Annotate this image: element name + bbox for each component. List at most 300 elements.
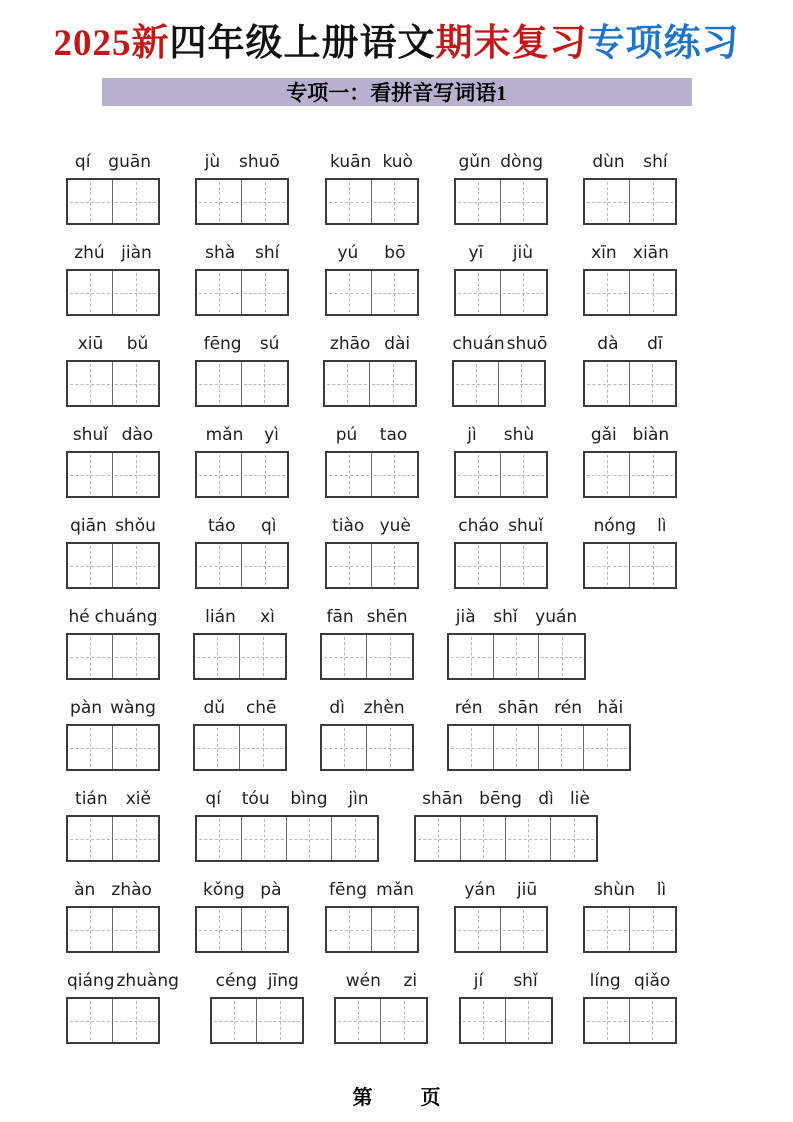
writing-grid-cell xyxy=(461,999,506,1042)
writing-grid-cell xyxy=(630,999,675,1042)
pinyin-syllable: dào xyxy=(121,425,154,446)
pinyin-syllable: yán xyxy=(464,880,496,901)
word-item xyxy=(583,967,677,1044)
word-item xyxy=(66,148,160,225)
writing-grid-cell xyxy=(68,180,113,223)
pinyin-label xyxy=(193,603,287,627)
writing-grid xyxy=(320,633,414,680)
writing-grid-cell xyxy=(197,362,242,405)
writing-grid xyxy=(193,724,287,771)
pinyin-syllable: mǎn xyxy=(205,425,244,446)
writing-grid-cell xyxy=(113,817,158,860)
pinyin-label xyxy=(195,239,289,263)
pinyin-syllable: kuān xyxy=(330,152,372,173)
pinyin-syllable: xiān xyxy=(632,243,669,264)
word-item xyxy=(583,512,677,589)
writing-grid-cell xyxy=(416,817,461,860)
word-item xyxy=(320,694,414,771)
pinyin-syllable: shuō xyxy=(239,152,280,173)
title-segment: 期末复习 xyxy=(435,23,588,64)
writing-grid xyxy=(66,451,160,498)
pinyin-label xyxy=(66,512,160,536)
word-item xyxy=(325,421,419,498)
pinyin-label xyxy=(583,239,677,263)
word-item xyxy=(66,512,160,589)
word-item xyxy=(66,603,160,680)
writing-grid-cell xyxy=(68,726,113,769)
pinyin-label xyxy=(334,967,428,991)
writing-grid-cell xyxy=(242,271,287,314)
pinyin-syllable: mǎn xyxy=(376,880,414,901)
word-row xyxy=(66,694,677,771)
writing-grid-cell xyxy=(456,180,501,223)
pinyin-syllable: guān xyxy=(108,152,152,173)
writing-grid-cell xyxy=(461,817,506,860)
writing-grid xyxy=(66,269,160,316)
word-item xyxy=(454,876,548,953)
pinyin-syllable: jiù xyxy=(512,243,533,264)
word-item xyxy=(66,239,160,316)
pinyin-syllable: xì xyxy=(260,607,275,628)
pinyin-syllable: gǔn xyxy=(458,152,491,173)
writing-grid-cell xyxy=(257,999,302,1042)
pinyin-label xyxy=(325,421,419,445)
pinyin-syllable: jí xyxy=(473,971,484,992)
writing-grid-cell xyxy=(630,453,675,496)
word-row xyxy=(66,603,677,680)
page-footer xyxy=(0,1081,793,1110)
pinyin-syllable: rén xyxy=(554,698,582,719)
pinyin-label xyxy=(414,785,598,809)
pinyin-syllable: kǒng xyxy=(202,880,245,901)
writing-grid-cell xyxy=(381,999,426,1042)
word-item xyxy=(66,421,160,498)
pinyin-syllable: bēng xyxy=(479,789,522,810)
writing-grid-cell xyxy=(456,271,501,314)
pinyin-syllable: tiào xyxy=(332,516,365,537)
pinyin-syllable: líng xyxy=(589,971,621,992)
writing-grid xyxy=(452,360,546,407)
word-item xyxy=(447,603,586,680)
writing-grid xyxy=(583,542,677,589)
pinyin-label xyxy=(325,876,419,900)
pinyin-syllable: rén xyxy=(454,698,483,719)
worksheet-body xyxy=(0,106,793,1044)
pinyin-label xyxy=(447,694,631,718)
word-item xyxy=(195,239,289,316)
pinyin-label xyxy=(454,512,548,536)
pinyin-syllable: biàn xyxy=(632,425,670,446)
pinyin-syllable: kuò xyxy=(382,152,413,173)
writing-grid-cell xyxy=(327,180,372,223)
word-item xyxy=(66,967,180,1044)
writing-grid xyxy=(210,997,304,1044)
pinyin-syllable: pú xyxy=(335,425,358,446)
writing-grid-cell xyxy=(327,544,372,587)
pinyin-label xyxy=(66,967,180,991)
pinyin-label xyxy=(454,421,548,445)
word-item xyxy=(193,694,287,771)
pinyin-label xyxy=(66,421,160,445)
writing-grid-cell xyxy=(494,635,539,678)
writing-grid xyxy=(66,542,160,589)
writing-grid-cell xyxy=(630,271,675,314)
writing-grid-cell xyxy=(585,908,630,951)
writing-grid-cell xyxy=(584,726,629,769)
writing-grid-cell xyxy=(551,817,596,860)
pinyin-syllable: shù xyxy=(503,425,535,446)
writing-grid-cell xyxy=(242,362,287,405)
pinyin-label xyxy=(454,876,548,900)
pinyin-syllable: zi xyxy=(403,971,418,992)
word-item xyxy=(325,512,419,589)
pinyin-label xyxy=(447,603,586,627)
writing-grid-cell xyxy=(195,635,240,678)
title-segment: 专项练习 xyxy=(587,23,740,64)
writing-grid-cell xyxy=(539,635,584,678)
word-item xyxy=(583,239,677,316)
writing-grid-cell xyxy=(113,726,158,769)
page-title xyxy=(0,0,793,66)
pinyin-syllable: dǔ xyxy=(203,698,226,719)
pinyin-syllable: wàng xyxy=(110,698,156,719)
pinyin-syllable: pà xyxy=(260,880,282,901)
writing-grid-cell xyxy=(585,453,630,496)
writing-grid xyxy=(66,906,160,953)
pinyin-syllable: shǒu xyxy=(115,516,156,537)
pinyin-label xyxy=(66,148,160,172)
pinyin-label xyxy=(66,239,160,263)
writing-grid xyxy=(454,906,548,953)
word-item xyxy=(195,785,379,862)
writing-grid-cell xyxy=(506,999,551,1042)
writing-grid-cell xyxy=(372,908,417,951)
writing-grid-cell xyxy=(197,271,242,314)
pinyin-syllable: pàn xyxy=(70,698,103,719)
writing-grid xyxy=(195,906,289,953)
writing-grid-cell xyxy=(113,180,158,223)
writing-grid-cell xyxy=(367,635,412,678)
writing-grid-cell xyxy=(454,362,499,405)
writing-grid-cell xyxy=(68,999,113,1042)
writing-grid xyxy=(325,542,419,589)
writing-grid-cell xyxy=(240,635,285,678)
writing-grid xyxy=(454,542,548,589)
writing-grid xyxy=(454,269,548,316)
pinyin-label xyxy=(66,694,160,718)
pinyin-label xyxy=(452,330,549,354)
word-item xyxy=(320,603,414,680)
pinyin-label xyxy=(320,694,414,718)
word-item xyxy=(66,330,160,407)
pinyin-syllable: shān xyxy=(497,698,539,719)
writing-grid-cell xyxy=(195,726,240,769)
word-item xyxy=(195,330,289,407)
writing-grid xyxy=(459,997,553,1044)
word-item xyxy=(66,876,160,953)
word-item xyxy=(414,785,598,862)
pinyin-label xyxy=(66,785,160,809)
pinyin-syllable: dà xyxy=(597,334,619,355)
writing-grid xyxy=(323,360,417,407)
word-item xyxy=(323,330,417,407)
pinyin-syllable: tao xyxy=(379,425,408,446)
writing-grid-cell xyxy=(449,635,494,678)
pinyin-syllable: táo xyxy=(208,516,236,537)
writing-grid-cell xyxy=(68,635,113,678)
writing-grid xyxy=(334,997,428,1044)
writing-grid xyxy=(414,815,598,862)
pinyin-syllable: zhào xyxy=(111,880,152,901)
pinyin-label xyxy=(195,330,289,354)
writing-grid xyxy=(195,178,289,225)
writing-grid-cell xyxy=(367,726,412,769)
pinyin-syllable: dī xyxy=(647,334,663,355)
pinyin-syllable: sú xyxy=(259,334,280,355)
pinyin-syllable: dì xyxy=(329,698,345,719)
pinyin-syllable: lì xyxy=(657,516,667,537)
writing-grid-cell xyxy=(585,362,630,405)
footer-page-prefix: 第 xyxy=(352,1087,373,1109)
pinyin-syllable: xiě xyxy=(125,789,151,810)
writing-grid xyxy=(66,178,160,225)
writing-grid xyxy=(454,178,548,225)
pinyin-syllable: zhāo xyxy=(329,334,371,355)
pinyin-syllable: jīng xyxy=(267,971,299,992)
title-segment: 四年级上册语文 xyxy=(169,23,436,64)
pinyin-label xyxy=(583,876,677,900)
pinyin-syllable: shí xyxy=(254,243,280,264)
pinyin-syllable: céng xyxy=(215,971,257,992)
pinyin-syllable: tóu xyxy=(241,789,270,810)
pinyin-label xyxy=(454,239,548,263)
pinyin-syllable: qiān xyxy=(70,516,107,537)
word-row xyxy=(66,967,677,1044)
word-item xyxy=(454,239,548,316)
writing-grid-cell xyxy=(630,180,675,223)
writing-grid-cell xyxy=(322,726,367,769)
pinyin-label xyxy=(195,785,379,809)
pinyin-syllable: qiǎo xyxy=(633,971,671,992)
pinyin-syllable: jù xyxy=(204,152,221,173)
pinyin-label xyxy=(325,512,419,536)
word-row xyxy=(66,239,677,316)
writing-grid-cell xyxy=(197,817,242,860)
pinyin-syllable: fēng xyxy=(329,880,368,901)
writing-grid-cell xyxy=(197,544,242,587)
writing-grid xyxy=(195,815,379,862)
word-row xyxy=(66,421,677,498)
writing-grid-cell xyxy=(372,180,417,223)
pinyin-syllable: qí xyxy=(205,789,221,810)
writing-grid xyxy=(193,633,287,680)
pinyin-syllable: qí xyxy=(74,152,91,173)
word-item xyxy=(325,876,419,953)
writing-grid-cell xyxy=(325,362,370,405)
writing-grid-cell xyxy=(585,544,630,587)
writing-grid-cell xyxy=(113,453,158,496)
writing-grid-cell xyxy=(499,362,544,405)
pinyin-syllable: yuán xyxy=(535,607,578,628)
writing-grid-cell xyxy=(68,544,113,587)
writing-grid-cell xyxy=(113,362,158,405)
pinyin-syllable: lián xyxy=(205,607,236,628)
word-row xyxy=(66,876,677,953)
writing-grid-cell xyxy=(456,544,501,587)
writing-grid-cell xyxy=(113,999,158,1042)
writing-grid-cell xyxy=(68,453,113,496)
pinyin-syllable: shān xyxy=(422,789,463,810)
pinyin-syllable: shēn xyxy=(366,607,408,628)
pinyin-label xyxy=(66,330,160,354)
pinyin-syllable: nóng xyxy=(593,516,637,537)
pinyin-syllable: àn xyxy=(74,880,96,901)
word-item xyxy=(195,148,289,225)
pinyin-syllable: shǐ xyxy=(493,607,518,628)
writing-grid xyxy=(447,633,586,680)
writing-grid-cell xyxy=(68,817,113,860)
pinyin-syllable: fān xyxy=(326,607,354,628)
pinyin-syllable: shùn xyxy=(593,880,636,901)
pinyin-label xyxy=(195,512,289,536)
pinyin-syllable: tián xyxy=(75,789,108,810)
writing-grid-cell xyxy=(68,271,113,314)
word-item xyxy=(325,148,419,225)
word-row xyxy=(66,512,677,589)
pinyin-label xyxy=(323,330,417,354)
pinyin-syllable: zhèn xyxy=(363,698,405,719)
pinyin-syllable: jì xyxy=(467,425,477,446)
writing-grid xyxy=(66,360,160,407)
writing-grid-cell xyxy=(322,635,367,678)
pinyin-syllable: shǐ xyxy=(513,971,538,992)
writing-grid-cell xyxy=(539,726,584,769)
writing-grid xyxy=(583,451,677,498)
word-item xyxy=(452,330,549,407)
pinyin-syllable: shuō xyxy=(506,334,548,355)
pinyin-syllable: chē xyxy=(245,698,277,719)
pinyin-syllable: shí xyxy=(643,152,668,173)
pinyin-label xyxy=(66,876,160,900)
writing-grid-cell xyxy=(456,908,501,951)
pinyin-syllable: dài xyxy=(384,334,411,355)
writing-grid-cell xyxy=(242,544,287,587)
word-item xyxy=(210,967,304,1044)
pinyin-syllable: liè xyxy=(569,789,590,810)
pinyin-syllable: bǔ xyxy=(126,334,149,355)
writing-grid xyxy=(325,906,419,953)
pinyin-label xyxy=(66,603,160,627)
writing-grid-cell xyxy=(370,362,415,405)
word-item xyxy=(583,421,677,498)
pinyin-label xyxy=(195,421,289,445)
pinyin-syllable: jìn xyxy=(348,789,369,810)
writing-grid-cell xyxy=(240,726,285,769)
section-header-label: 专项一：看拼音写词语1 xyxy=(286,81,507,106)
word-item xyxy=(583,330,677,407)
writing-grid-cell xyxy=(585,180,630,223)
writing-grid-cell xyxy=(372,453,417,496)
word-item xyxy=(583,876,677,953)
pinyin-label xyxy=(583,967,677,991)
writing-grid xyxy=(454,451,548,498)
word-item xyxy=(454,421,548,498)
writing-grid xyxy=(583,178,677,225)
word-item xyxy=(66,785,160,862)
word-item xyxy=(66,694,160,771)
pinyin-label xyxy=(320,603,414,627)
writing-grid xyxy=(195,542,289,589)
word-item xyxy=(583,148,677,225)
word-item xyxy=(459,967,553,1044)
writing-grid xyxy=(320,724,414,771)
pinyin-syllable: bō xyxy=(384,243,406,264)
writing-grid-cell xyxy=(113,908,158,951)
writing-grid-cell xyxy=(456,453,501,496)
word-item xyxy=(447,694,631,771)
word-row xyxy=(66,785,677,862)
pinyin-syllable: jiàn xyxy=(121,243,152,264)
pinyin-label xyxy=(195,876,289,900)
writing-grid xyxy=(66,724,160,771)
writing-grid-cell xyxy=(197,180,242,223)
writing-grid-cell xyxy=(372,544,417,587)
pinyin-syllable: yì xyxy=(264,425,279,446)
writing-grid xyxy=(583,360,677,407)
footer-page-suffix: 页 xyxy=(420,1087,441,1109)
pinyin-label xyxy=(583,148,677,172)
writing-grid-cell xyxy=(501,908,546,951)
word-item xyxy=(195,421,289,498)
writing-grid-cell xyxy=(336,999,381,1042)
writing-grid xyxy=(325,269,419,316)
writing-grid-cell xyxy=(68,908,113,951)
writing-grid-cell xyxy=(327,908,372,951)
writing-grid-cell xyxy=(332,817,377,860)
writing-grid xyxy=(583,906,677,953)
writing-grid xyxy=(325,178,419,225)
pinyin-syllable: hǎi xyxy=(597,698,624,719)
pinyin-label xyxy=(454,148,548,172)
writing-grid-cell xyxy=(494,726,539,769)
pinyin-syllable: shuǐ xyxy=(508,516,544,537)
word-item xyxy=(454,512,548,589)
writing-grid-cell xyxy=(372,271,417,314)
title-segment: 2025新 xyxy=(53,23,170,64)
word-item xyxy=(325,239,419,316)
pinyin-label xyxy=(583,421,677,445)
writing-grid-cell xyxy=(68,362,113,405)
writing-grid-cell xyxy=(197,908,242,951)
writing-grid-cell xyxy=(242,908,287,951)
pinyin-syllable: hé xyxy=(68,607,90,628)
pinyin-syllable: dùn xyxy=(592,152,625,173)
word-item xyxy=(454,148,548,225)
pinyin-syllable: zhú xyxy=(74,243,105,264)
writing-grid-cell xyxy=(113,544,158,587)
word-item xyxy=(195,876,289,953)
writing-grid-cell xyxy=(212,999,257,1042)
writing-grid-cell xyxy=(501,453,546,496)
writing-grid xyxy=(195,451,289,498)
pinyin-syllable: wén xyxy=(345,971,381,992)
writing-grid-cell xyxy=(327,271,372,314)
pinyin-syllable: qì xyxy=(260,516,277,537)
writing-grid xyxy=(66,815,160,862)
writing-grid xyxy=(583,269,677,316)
writing-grid xyxy=(583,997,677,1044)
writing-grid-cell xyxy=(242,817,287,860)
